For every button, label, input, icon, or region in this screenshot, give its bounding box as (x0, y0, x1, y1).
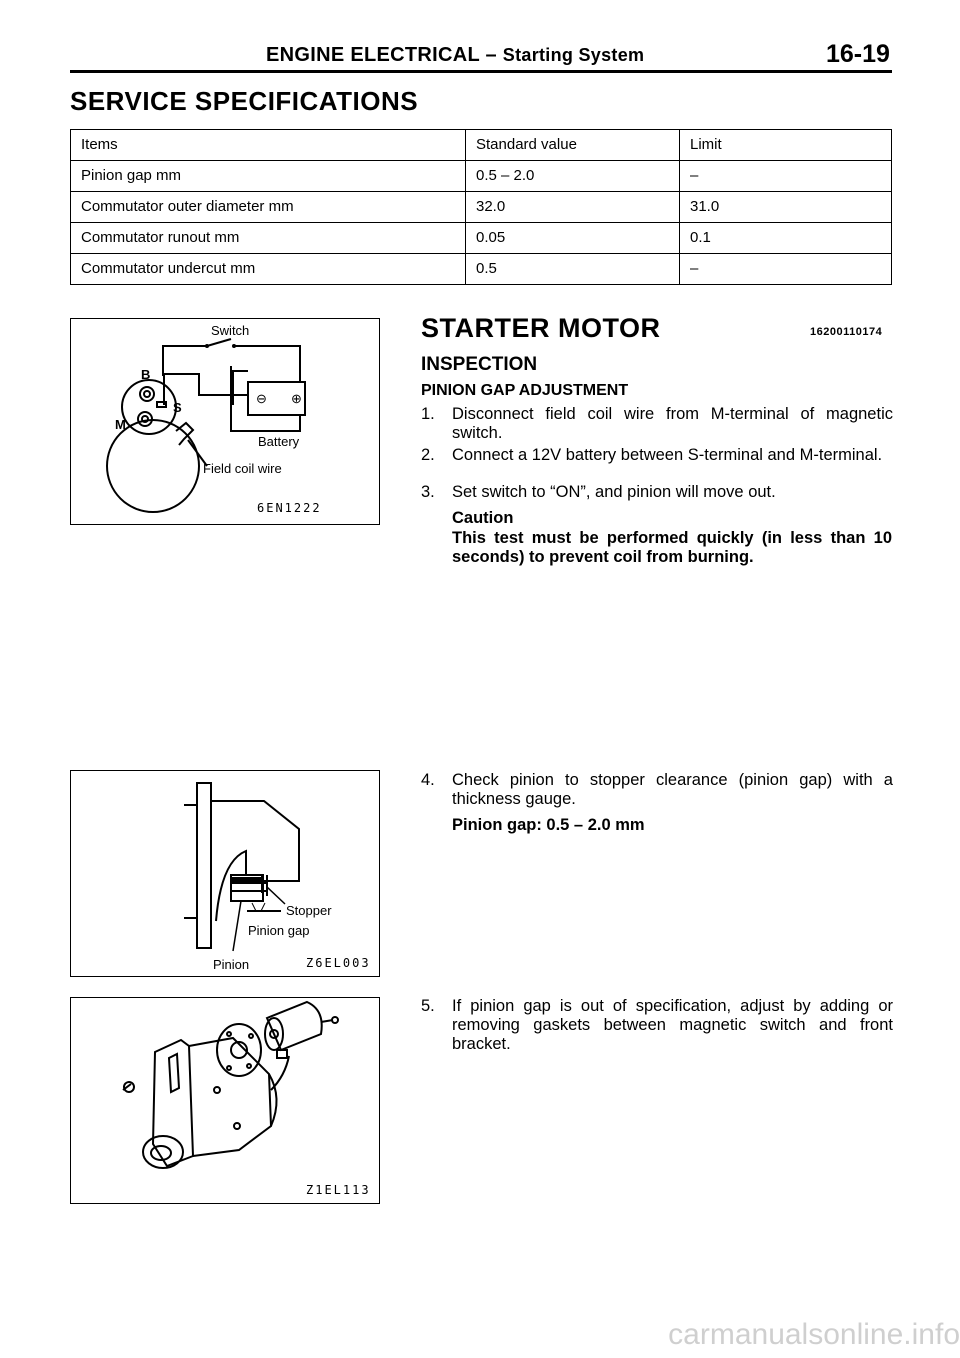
specs-table (70, 129, 892, 285)
cell-item: Commutator outer diameter mm (71, 192, 466, 223)
figure-code: 6EN1222 (257, 501, 322, 515)
cell-limit: 31.0 (680, 192, 892, 223)
step-3 (421, 483, 893, 502)
step-text: Connect a 12V battery between S-terminal and M-terminal. (452, 446, 883, 464)
section-code: 16200110174 (810, 326, 883, 338)
figure-starter-exploded (70, 997, 380, 1204)
label-pinion: Pinion (213, 957, 250, 972)
figure-pinion-gap (70, 770, 380, 977)
cell-limit: – (680, 161, 892, 192)
step-text: Set switch to “ON”, and pinion will move out. (452, 483, 776, 501)
cell-standard: 0.5 (466, 254, 680, 285)
table-row (71, 254, 892, 285)
table-row (71, 192, 892, 223)
label-m: M (115, 417, 126, 432)
inspection-heading: INSPECTION (421, 354, 538, 375)
header-title: ENGINE ELECTRICAL (266, 44, 480, 66)
cell-item: Commutator runout mm (71, 223, 466, 254)
step-number: 2. (421, 446, 435, 464)
cell-item: Pinion gap mm (71, 161, 466, 192)
label-switch: Switch (211, 323, 250, 338)
table-header-row (71, 130, 892, 161)
battery-minus-icon: ⊖ (256, 391, 267, 406)
figure-code: Z1EL113 (306, 1183, 371, 1197)
step-4 (421, 771, 893, 809)
specs-title: SERVICE SPECIFICATIONS (70, 86, 419, 116)
cell-standard: 32.0 (466, 192, 680, 223)
col-header-limit: Limit (680, 130, 892, 161)
label-pinion-gap: Pinion gap (248, 923, 310, 938)
label-stopper: Stopper (286, 903, 332, 918)
label-b: B (141, 367, 151, 382)
step-text: Check pinion to stopper clearance (pinion gap) with a thickness gauge. (452, 771, 893, 808)
cell-item: Commutator undercut mm (71, 254, 466, 285)
step-1 (421, 405, 893, 443)
starter-motor-title: STARTER MOTOR (421, 313, 661, 343)
step-number: 5. (421, 997, 435, 1015)
header-subtitle: Starting System (502, 45, 645, 65)
step-number: 3. (421, 483, 435, 501)
table-row (71, 161, 892, 192)
label-field-coil: Field coil wire (203, 461, 282, 476)
pinion-gap-spec: Pinion gap: 0.5 – 2.0 mm (452, 816, 645, 834)
table-row (71, 223, 892, 254)
battery-plus-icon: ⊕ (291, 391, 302, 406)
cell-standard: 0.05 (466, 223, 680, 254)
watermark: carmanualsonline.info (668, 1318, 960, 1351)
label-s: S (173, 400, 182, 415)
caution-text: This test must be performed quickly (in less than 10 seconds) to prevent coil from burning. (452, 529, 892, 566)
step-2 (421, 446, 893, 465)
running-header (266, 44, 644, 67)
col-header-standard: Standard value (466, 130, 680, 161)
step-number: 4. (421, 771, 435, 789)
step-text: Disconnect field coil wire from M-terminal of magnetic switch. (452, 405, 893, 442)
figure-wiring-diagram (70, 318, 380, 525)
cell-limit: – (680, 254, 892, 285)
header-dash: – (485, 44, 497, 66)
step-5 (421, 997, 893, 1054)
page-number: 16-19 (826, 40, 890, 68)
label-battery: Battery (258, 434, 300, 449)
step-number: 1. (421, 405, 435, 423)
adjustment-heading: PINION GAP ADJUSTMENT (421, 382, 629, 399)
cell-standard: 0.5 – 2.0 (466, 161, 680, 192)
caution-title: Caution (452, 509, 514, 527)
cell-limit: 0.1 (680, 223, 892, 254)
col-header-items: Items (71, 130, 466, 161)
header-rule (70, 70, 892, 73)
step-text: If pinion gap is out of specification, adjust by adding or removing gaskets between magnetic switch and front bracket. (452, 997, 893, 1053)
figure-code: Z6EL003 (306, 956, 371, 970)
